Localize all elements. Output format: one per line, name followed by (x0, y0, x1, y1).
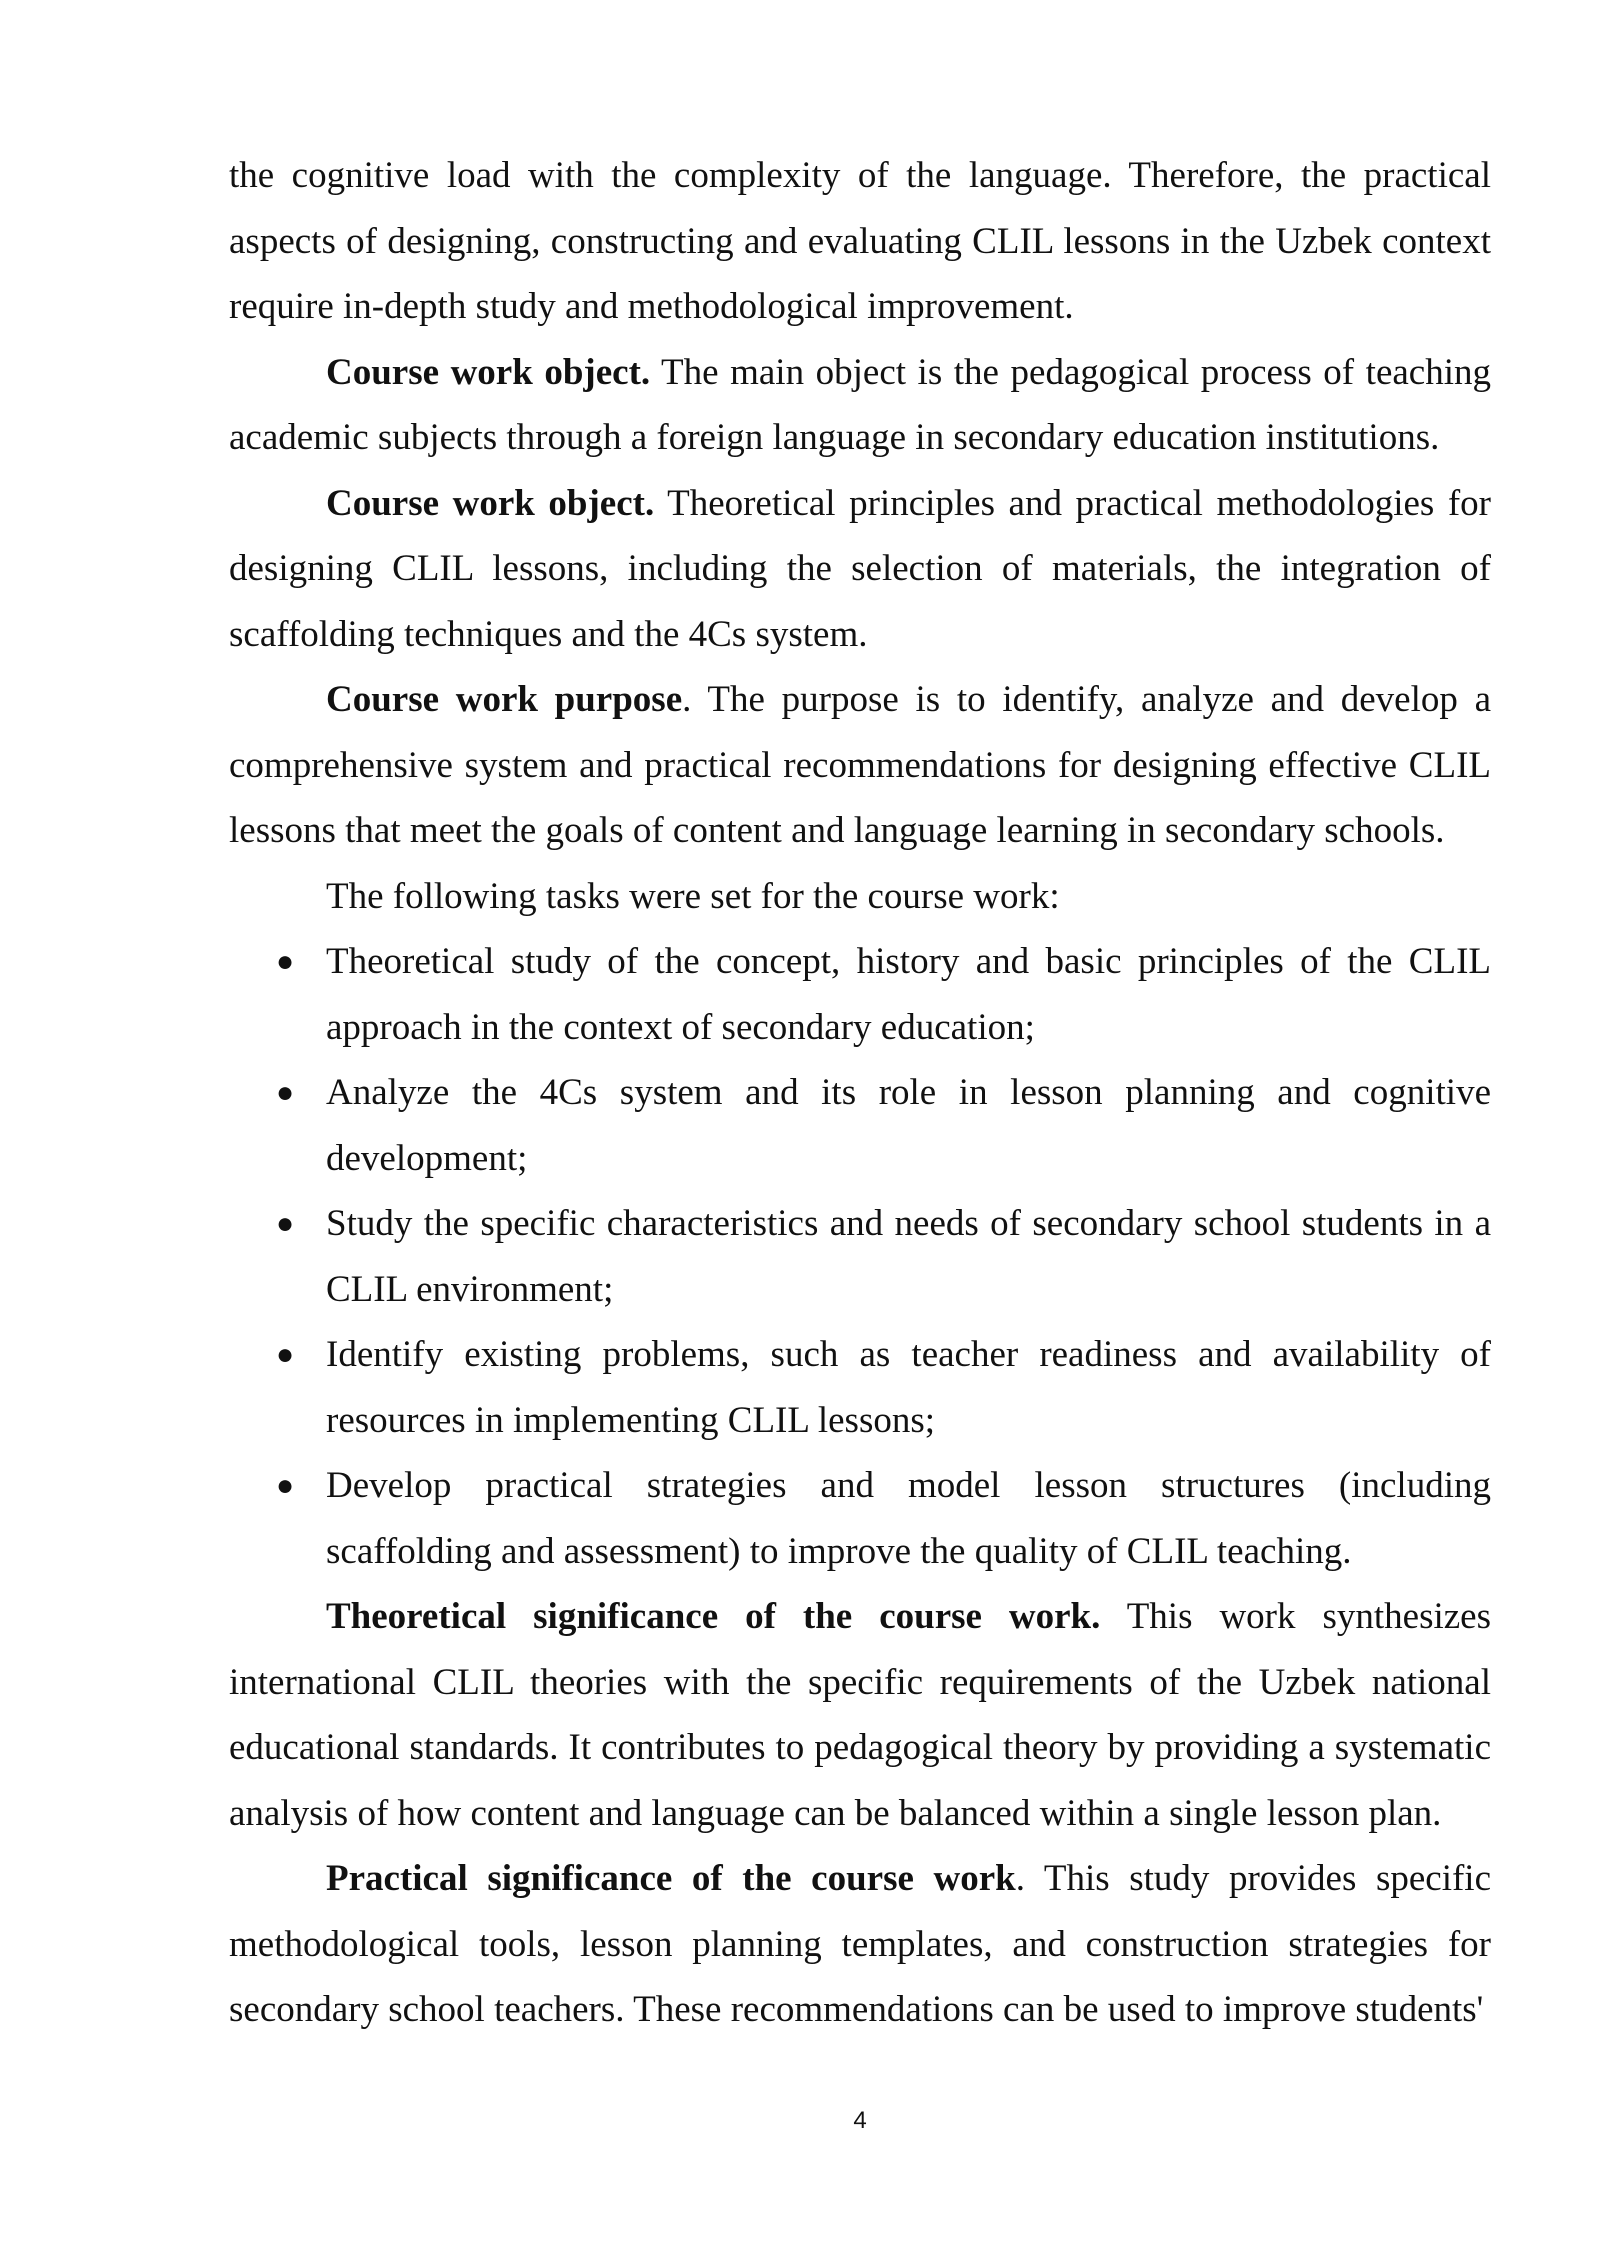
list-item (276, 1322, 1491, 1453)
object-text: The main object is the pedagogical process of teaching academic subjects through a foreign language in secondary education institutions. (229, 351, 1491, 458)
bullet-icon: ● (276, 1076, 295, 1109)
subject-text: Theoretical principles and practical methodologies for designing CLIL lessons, including the selection of materials, the integration of scaffolding techniques and the 4Cs system. (229, 482, 1492, 655)
list-item (276, 1453, 1491, 1584)
object-heading: Course work object. (326, 351, 651, 393)
bullet-icon: ● (276, 945, 295, 978)
page-body (229, 143, 1491, 2043)
intro-paragraph: the cognitive load with the complexity of the language. Therefore, the practical aspects of designing, constructing and evaluating CLIL lessons in the Uzbek context require in-depth study and methodological improvement. (229, 155, 1491, 327)
theoretical-significance-paragraph (229, 1584, 1491, 1846)
purpose-paragraph (229, 667, 1491, 864)
task-text: Analyze the 4Cs system and its role in lesson planning and cognitive development; (326, 1072, 1491, 1179)
task-text: Develop practical strategies and model lesson structures (including scaffolding and assessment) to improve the quality of CLIL teaching. (326, 1465, 1491, 1572)
practical-significance-paragraph (229, 1846, 1491, 2043)
list-item (276, 1191, 1491, 1322)
task-text: Study the specific characteristics and needs of secondary school students in a CLIL environment; (326, 1203, 1491, 1310)
bullet-icon: ● (276, 1338, 295, 1371)
page-number: 4 (853, 2107, 867, 2134)
task-text: Identify existing problems, such as teacher readiness and availability of resources in implementing CLIL lessons; (326, 1334, 1491, 1441)
purpose-heading: Course work purpose (326, 679, 683, 720)
bullet-icon: ● (276, 1469, 295, 1502)
object-paragraph (229, 340, 1491, 471)
theoretical-significance-text: This work synthesizes international CLIL theories with the specific requirements of the Uzbek national educational standards. It contributes to pedagogical theory by providing a systematic analysis of how content and language can be balanced within a single lesson plan. (229, 1596, 1491, 1834)
task-text: Theoretical study of the concept, history and basic principles of the CLIL approach in the context of secondary education; (326, 941, 1491, 1048)
purpose-text: . The purpose is to identify, analyze and develop a comprehensive system and practical recommendations for designing effective CLIL lessons that meet the goals of content and language learning in secondary schools. (229, 679, 1491, 851)
tasks-list (229, 929, 1491, 1584)
tasks-intro: The following tasks were set for the course work: (326, 875, 1060, 917)
practical-significance-text: . This study provides specific methodological tools, lesson planning templates, and construction strategies for secondary school teachers. These recommendations can be used to improve students' (229, 1858, 1491, 2030)
theoretical-significance-heading: Theoretical significance of the course work. (326, 1596, 1101, 1637)
subject-paragraph (229, 471, 1491, 668)
list-item (276, 1060, 1491, 1191)
bullet-icon: ● (276, 1207, 295, 1240)
list-item (276, 929, 1491, 1060)
practical-significance-heading: Practical significance of the course work (326, 1858, 1016, 1899)
subject-heading: Course work object. (326, 482, 655, 524)
